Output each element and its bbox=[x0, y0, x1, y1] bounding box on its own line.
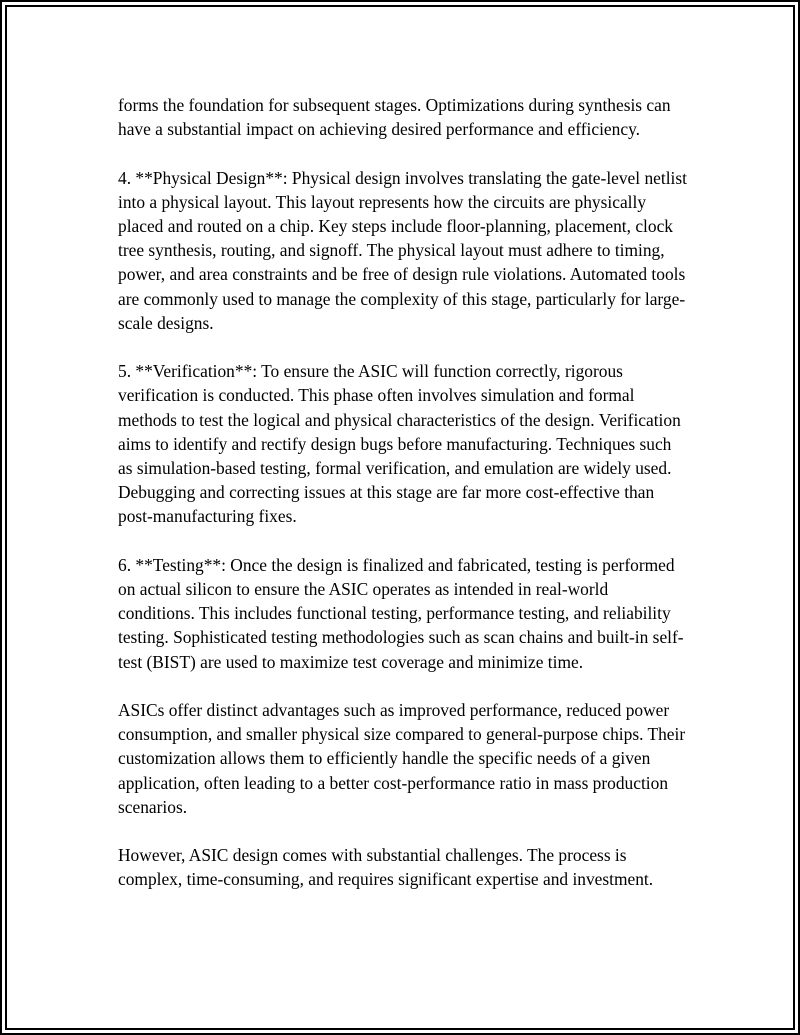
paragraph-asic-challenges: However, ASIC design comes with substantial challenges. The process is complex, time-consuming, and requires significant expertise and investment. bbox=[118, 845, 654, 890]
paragraph-synthesis-continuation: forms the foundation for subsequent stages. Optimizations during synthesis can have a substantial impact on achieving desired performance and efficiency. bbox=[118, 95, 671, 140]
paragraph-physical-design: 4. **Physical Design**: Physical design involves translating the gate-level netlist into a physical layout. This layout represents how the circuits are physically placed and routed on a chip. Key steps include floor-planning, placement, clock tree synthesis, routing, and signoff. The physical layout must adhere to timing, power, and area constraints and be free of design rule violations. Automated tools are commonly used to manage the complexity of this stage, particularly for large-scale designs. bbox=[118, 167, 687, 333]
paragraph-asic-advantages: ASICs offer distinct advantages such as improved performance, reduced power consumption, and smaller physical size compared to general-purpose chips. Their customization allows them to efficiently handle the specific needs of a given application, often leading to a better cost-performance ratio in mass production scenarios. bbox=[118, 700, 686, 817]
document-body bbox=[118, 93, 688, 916]
paragraph-verification: 5. **Verification**: To ensure the ASIC will function correctly, rigorous verification is conducted. This phase often involves simulation and formal methods to test the logical and physical characteristics of the design. Verification aims to identify and rectify design bugs before manufacturing. Techniques such as simulation-based testing, formal verification, and emulation are widely used. Debugging and correcting issues at this stage are far more cost-effective than post-manufacturing fixes. bbox=[118, 361, 681, 527]
paragraph-testing: 6. **Testing**: Once the design is finalized and fabricated, testing is performed on actual silicon to ensure the ASIC operates as intended in real-world conditions. This includes functional testing, performance testing, and reliability testing. Sophisticated testing methodologies such as scan chains and built-in self-test (BIST) are used to maximize test coverage and minimize time. bbox=[118, 554, 684, 672]
